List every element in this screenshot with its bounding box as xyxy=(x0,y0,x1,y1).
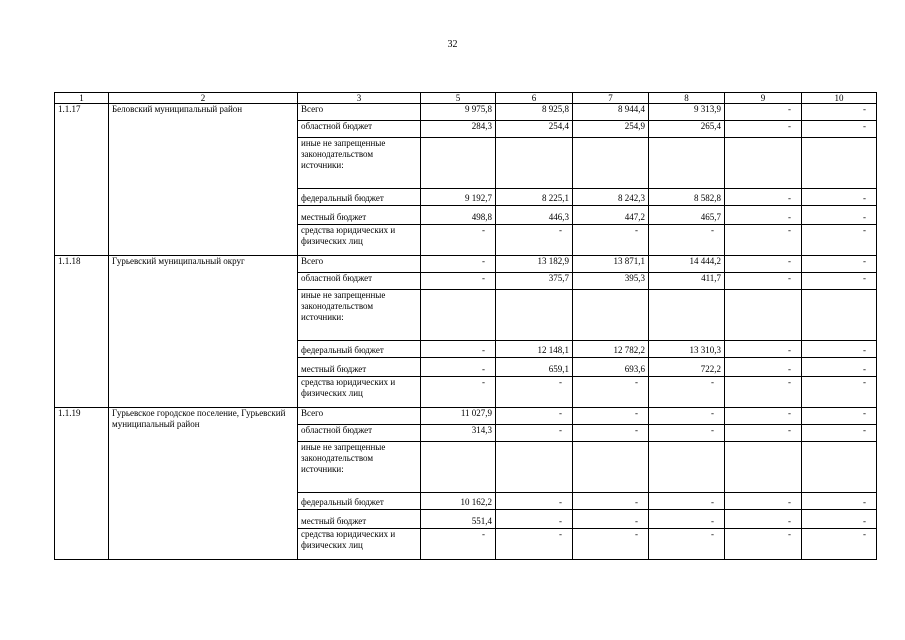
value-cell: - xyxy=(573,425,649,442)
page-number: 32 xyxy=(447,39,458,50)
value-cell: - xyxy=(725,206,802,225)
value-cell: 13 182,9 xyxy=(496,256,573,273)
value-cell: - xyxy=(802,529,877,560)
value-cell: 659,1 xyxy=(496,358,573,377)
funding-source-cell: иные не запрещенные законодательством источники: xyxy=(298,442,421,493)
row-code-cell: 1.1.19 xyxy=(55,408,109,560)
value-cell xyxy=(649,138,725,189)
value-cell: - xyxy=(802,408,877,425)
funding-source-cell: областной бюджет xyxy=(298,273,421,290)
value-cell: - xyxy=(725,189,802,206)
value-cell xyxy=(573,290,649,341)
value-cell: - xyxy=(573,510,649,529)
value-cell: 722,2 xyxy=(649,358,725,377)
value-cell: 13 871,1 xyxy=(573,256,649,273)
value-cell: - xyxy=(725,273,802,290)
value-cell: 8 582,8 xyxy=(649,189,725,206)
value-cell: - xyxy=(496,425,573,442)
row-code-cell: 1.1.17 xyxy=(55,104,109,256)
value-cell xyxy=(649,442,725,493)
value-cell: 265,4 xyxy=(649,121,725,138)
value-cell: - xyxy=(649,510,725,529)
value-cell: - xyxy=(421,358,496,377)
value-cell xyxy=(421,138,496,189)
value-cell: - xyxy=(649,425,725,442)
value-cell: - xyxy=(573,377,649,408)
value-cell: 411,7 xyxy=(649,273,725,290)
value-cell: - xyxy=(802,493,877,510)
value-cell: 254,9 xyxy=(573,121,649,138)
value-cell xyxy=(725,442,802,493)
value-cell xyxy=(496,290,573,341)
value-cell: 14 444,2 xyxy=(649,256,725,273)
budget-table xyxy=(54,92,877,560)
value-cell: - xyxy=(421,529,496,560)
value-cell: - xyxy=(496,493,573,510)
value-cell: 10 162,2 xyxy=(421,493,496,510)
funding-source-cell: Всего xyxy=(298,104,421,121)
funding-source-cell: иные не запрещенные законодательством источники: xyxy=(298,290,421,341)
value-cell: - xyxy=(725,425,802,442)
value-cell xyxy=(496,442,573,493)
value-cell: - xyxy=(725,358,802,377)
funding-source-cell: средства юридических и физических лиц xyxy=(298,377,421,408)
value-cell xyxy=(573,138,649,189)
header-cell: 7 xyxy=(573,93,649,104)
value-cell: 12 782,2 xyxy=(573,341,649,358)
value-cell: - xyxy=(496,225,573,256)
value-cell: - xyxy=(725,104,802,121)
value-cell: - xyxy=(802,377,877,408)
funding-source-cell: средства юридических и физических лиц xyxy=(298,225,421,256)
value-cell: - xyxy=(725,256,802,273)
value-cell: 8 225,1 xyxy=(496,189,573,206)
table-row xyxy=(55,408,877,425)
header-cell: 10 xyxy=(802,93,877,104)
value-cell: 446,3 xyxy=(496,206,573,225)
value-cell: - xyxy=(802,206,877,225)
value-cell: - xyxy=(421,256,496,273)
value-cell: - xyxy=(573,408,649,425)
value-cell: 465,7 xyxy=(649,206,725,225)
value-cell: 395,3 xyxy=(573,273,649,290)
value-cell xyxy=(649,290,725,341)
value-cell: - xyxy=(802,510,877,529)
funding-source-cell: средства юридических и физических лиц xyxy=(298,529,421,560)
value-cell: 375,7 xyxy=(496,273,573,290)
value-cell: - xyxy=(649,225,725,256)
municipality-name-cell: Беловский муниципальный район xyxy=(109,104,298,256)
funding-source-cell: местный бюджет xyxy=(298,358,421,377)
value-cell: - xyxy=(725,377,802,408)
value-cell: - xyxy=(725,510,802,529)
value-cell xyxy=(802,442,877,493)
table-header-row xyxy=(55,93,877,104)
value-cell: - xyxy=(802,104,877,121)
value-cell xyxy=(421,442,496,493)
value-cell: 254,4 xyxy=(496,121,573,138)
value-cell: 693,6 xyxy=(573,358,649,377)
value-cell: 13 310,3 xyxy=(649,341,725,358)
value-cell: - xyxy=(649,377,725,408)
value-cell: - xyxy=(649,529,725,560)
value-cell: - xyxy=(802,189,877,206)
value-cell: - xyxy=(802,256,877,273)
value-cell: - xyxy=(725,121,802,138)
value-cell: 9 313,9 xyxy=(649,104,725,121)
value-cell: - xyxy=(725,408,802,425)
funding-source-cell: областной бюджет xyxy=(298,425,421,442)
value-cell: 447,2 xyxy=(573,206,649,225)
value-cell: 8 944,4 xyxy=(573,104,649,121)
value-cell xyxy=(421,290,496,341)
header-cell: 1 xyxy=(55,93,109,104)
value-cell xyxy=(725,138,802,189)
municipality-name-cell: Гурьевский муниципальный округ xyxy=(109,256,298,408)
value-cell: - xyxy=(421,341,496,358)
value-cell: 8 242,3 xyxy=(573,189,649,206)
header-cell: 5 xyxy=(421,93,496,104)
table-row xyxy=(55,256,877,273)
value-cell: - xyxy=(421,377,496,408)
funding-source-cell: федеральный бюджет xyxy=(298,341,421,358)
funding-source-cell: федеральный бюджет xyxy=(298,189,421,206)
value-cell: - xyxy=(421,273,496,290)
funding-source-cell: Всего xyxy=(298,256,421,273)
value-cell: - xyxy=(573,493,649,510)
value-cell xyxy=(725,290,802,341)
value-cell: - xyxy=(421,225,496,256)
value-cell: 498,8 xyxy=(421,206,496,225)
row-code-cell: 1.1.18 xyxy=(55,256,109,408)
value-cell: 9 975,8 xyxy=(421,104,496,121)
header-cell: 3 xyxy=(298,93,421,104)
value-cell: - xyxy=(802,425,877,442)
value-cell: - xyxy=(725,341,802,358)
value-cell: - xyxy=(649,493,725,510)
table-row xyxy=(55,104,877,121)
value-cell: - xyxy=(802,225,877,256)
value-cell: 9 192,7 xyxy=(421,189,496,206)
value-cell: - xyxy=(725,529,802,560)
header-cell: 6 xyxy=(496,93,573,104)
value-cell: 284,3 xyxy=(421,121,496,138)
value-cell xyxy=(802,290,877,341)
value-cell: - xyxy=(802,121,877,138)
value-cell: 11 027,9 xyxy=(421,408,496,425)
municipality-name-cell: Гурьевское городское поселение, Гурьевский муниципальный район xyxy=(109,408,298,560)
header-cell: 9 xyxy=(725,93,802,104)
value-cell: - xyxy=(725,493,802,510)
value-cell: 314,3 xyxy=(421,425,496,442)
value-cell xyxy=(802,138,877,189)
funding-source-cell: местный бюджет xyxy=(298,510,421,529)
value-cell: - xyxy=(496,529,573,560)
value-cell: - xyxy=(496,408,573,425)
header-cell: 2 xyxy=(109,93,298,104)
value-cell: - xyxy=(573,225,649,256)
value-cell: - xyxy=(573,529,649,560)
value-cell: 12 148,1 xyxy=(496,341,573,358)
value-cell: - xyxy=(496,510,573,529)
value-cell: 551,4 xyxy=(421,510,496,529)
funding-source-cell: областной бюджет xyxy=(298,121,421,138)
value-cell xyxy=(573,442,649,493)
funding-source-cell: Всего xyxy=(298,408,421,425)
funding-source-cell: федеральный бюджет xyxy=(298,493,421,510)
funding-source-cell: местный бюджет xyxy=(298,206,421,225)
value-cell: - xyxy=(802,273,877,290)
header-cell: 8 xyxy=(649,93,725,104)
value-cell xyxy=(496,138,573,189)
value-cell: 8 925,8 xyxy=(496,104,573,121)
value-cell: - xyxy=(802,358,877,377)
value-cell: - xyxy=(496,377,573,408)
value-cell: - xyxy=(725,225,802,256)
funding-source-cell: иные не запрещенные законодательством источники: xyxy=(298,138,421,189)
value-cell: - xyxy=(802,341,877,358)
value-cell: - xyxy=(649,408,725,425)
